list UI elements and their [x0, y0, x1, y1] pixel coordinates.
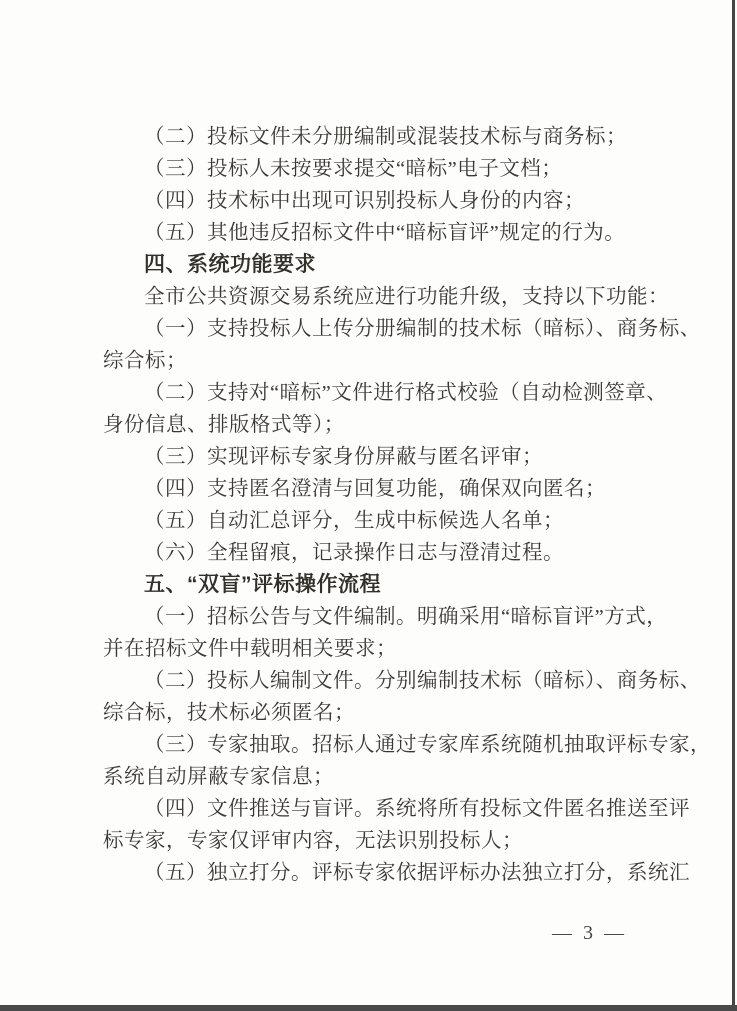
text-line: （四）支持匿名澄清与回复功能，确保双向匿名；: [144, 478, 606, 500]
text-line: （五）其他违反招标文件中“暗标盲评”规定的行为。: [144, 222, 626, 244]
text-line: 综合标；: [103, 350, 187, 372]
text-line: 身份信息、排版格式等）；: [103, 414, 345, 436]
text-line: （二）投标人编制文件。分别编制技术标（暗标）、商务标、: [144, 670, 701, 692]
scan-edge-right: [732, 0, 735, 1011]
text-line: 全市公共资源交易系统应进行功能升级，支持以下功能：: [144, 286, 669, 308]
text-line: 标专家，专家仅评审内容，无法识别投标人；: [103, 830, 523, 852]
document-body: [103, 121, 711, 889]
text-line: （五）自动汇总评分，生成中标候选人名单；: [144, 510, 564, 532]
text-line: 并在招标文件中载明相关要求；: [103, 638, 397, 660]
text-line: （六）全程留痕，记录操作日志与澄清过程。: [144, 542, 564, 564]
text-line: （一）支持投标人上传分册编制的技术标（暗标）、商务标、: [144, 318, 701, 340]
scan-edge-bottom: [0, 1005, 737, 1011]
text-line: （五）独立打分。评标专家依据评标办法独立打分，系统汇: [144, 862, 690, 884]
text-line: （一）招标公告与文件编制。明确采用“暗标盲评”方式，: [144, 606, 668, 628]
text-line: 系统自动屏蔽专家信息；: [103, 766, 334, 788]
text-line: （四）技术标中出现可识别投标人身份的内容；: [144, 190, 585, 212]
text-line: 综合标，技术标必须匿名；: [103, 702, 355, 724]
text-line: （四）文件推送与盲评。系统将所有投标文件匿名推送至评: [144, 798, 690, 820]
text-line: （二）支持对“暗标”文件进行格式校验（自动检测签章、: [144, 382, 668, 404]
section-heading: 四、系统功能要求: [144, 253, 316, 276]
text-line: （三）实现评标专家身份屏蔽与匿名评审；: [144, 446, 543, 468]
text-line: （三）投标人未按要求提交“暗标”电子文档；: [144, 158, 563, 180]
text-line: （二）投标文件未分册编制或混装技术标与商务标；: [144, 126, 627, 148]
text-line: （三）专家抽取。招标人通过专家库系统随机抽取评标专家，: [144, 734, 711, 756]
section-heading: 五、“双盲”评标操作流程: [144, 573, 381, 596]
page-number: — 3 —: [552, 922, 627, 944]
